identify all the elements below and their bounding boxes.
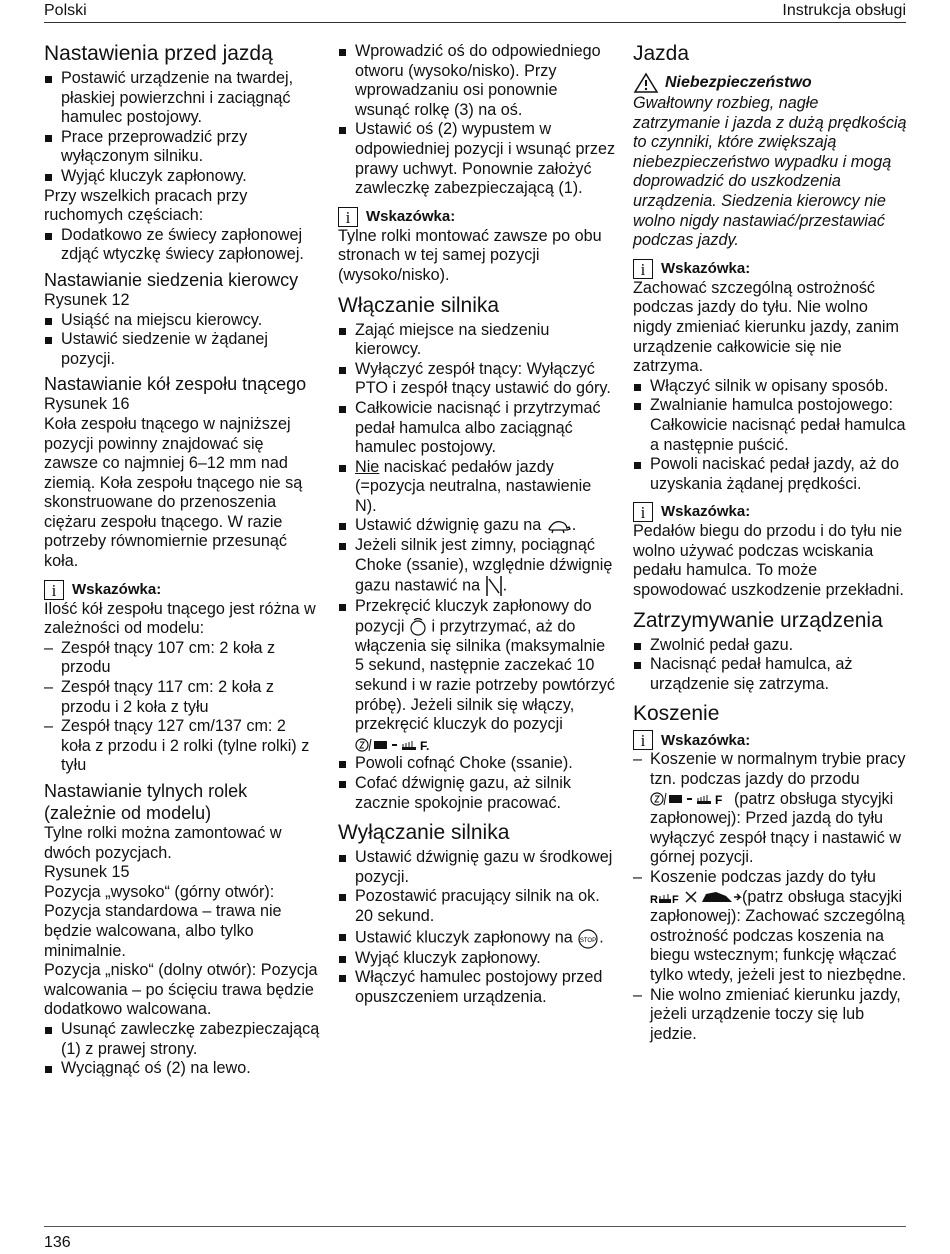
run-mower-icon [355, 737, 439, 753]
note-header [44, 580, 320, 600]
bullet-item: Włączyć hamulec postojowy przed opuszczeniem urządzenia. [338, 968, 616, 1007]
bullet-item: Jeżeli silnik jest zimny, pociągnąć Choke (ssanie), względnie dźwignię gazu nastawić na . [338, 536, 616, 597]
heading-drive: Jazda [633, 42, 690, 65]
bullet-item: Zająć miejsce na siedzeniu kierowcy. [338, 321, 616, 360]
note-label: Wskazówka: [661, 503, 751, 521]
svg-text:F: F [715, 793, 723, 808]
bullet-item: Wyciągnąć oś (2) na lewo. [44, 1059, 320, 1079]
dash-text: Koszenie w normalnym trybie pracy tzn. podczas jazdy do przodu [650, 750, 906, 789]
header-language: Polski [44, 2, 87, 19]
heading-engine-off: Wyłączanie silnika [338, 821, 510, 845]
paragraph: Przy wszelkich pracach przy ruchomych częściach: [44, 186, 248, 225]
dash-item: – Zespół tnący 107 cm: 2 koła z przodu [44, 639, 320, 678]
run-mower-icon [650, 791, 734, 807]
warning-triangle-icon [633, 72, 659, 94]
bullet-text: Przekręcić kluczyk zapłonowy do pozycji [355, 597, 592, 636]
note-label: Wskazówka: [661, 731, 751, 749]
note-header [633, 502, 909, 522]
bullet-item: Wyłączyć zespół tnący: Wyłączyć PTO i zespół tnący ustawić do góry. [338, 360, 616, 399]
header-title: Instrukcja obsługi [782, 2, 906, 19]
dash-item [633, 750, 909, 868]
bullet-text: naciskać pedałów jazdy (=pozycja neutralna, nastawienie N). [355, 457, 592, 515]
bullet-item: Zwalnianie hamulca postojowego: Całkowicie nacisnąć pedał hamulca a następnie puścić. [633, 396, 909, 455]
turtle-slow-icon [546, 517, 572, 535]
bullet-item: Włączyć silnik w opisany sposób. [633, 377, 909, 397]
bullet-item: Całkowicie nacisnąć i przytrzymać pedał hamulca albo zaciągnąć hamulec postojowy. [338, 399, 616, 458]
danger-label: Niebezpieczeństwo [665, 74, 812, 92]
page-number: 136 [44, 1234, 71, 1251]
note-header [633, 259, 909, 279]
bullet-item: Pozostawić pracujący silnik na ok. 20 sekund. [338, 887, 616, 926]
ignition-start-icon [409, 617, 427, 637]
info-icon: i [338, 207, 358, 227]
bullet-text: Ustawić dźwignię gazu na [355, 516, 542, 535]
figure-ref: Rysunek 16 [44, 395, 130, 414]
stop-key-icon [577, 927, 599, 949]
info-icon: i [633, 730, 653, 750]
column-1 [44, 42, 320, 1079]
figure-ref: Rysunek 15 [44, 863, 130, 882]
dash-item: – Zespół tnący 117 cm: 2 koła z przodu i 2 koła z tyłu [44, 678, 320, 717]
paragraph: Koła zespołu tnącego w najniższej pozycji powinny znajdować się zawsze co najmniej 6–12 mm nad ziemią. Koła zespołu tnącego nie są skonstruowane do przenoszenia ciężaru zespołu tnącego. W razie potrzeby równomiernie przesunąć koła. [44, 414, 303, 571]
heading-rolls: Nastawianie tylnych rolek (zależnie od modelu) [44, 781, 248, 823]
bullet-item: Wyjąć kluczyk zapłonowy. [338, 949, 616, 969]
heading-stop: Zatrzymywanie urządzenia [633, 608, 883, 632]
underlined-word: Nie [355, 457, 380, 476]
info-icon: i [633, 259, 653, 279]
bullet-item: Ustawić siedzenie w żądanej pozycji. [44, 330, 320, 369]
note-label: Wskazówka: [661, 259, 751, 277]
danger-text: Gwałtowny rozbieg, nagłe zatrzymanie i jazda z dużą prędkością to czynniki, które zwiększają niebezpieczeństwo wypadku i mogą doprowadzić do uszkodzenia urządzenia. Siedzenia kierowcy nie wolno nigdy nastawiać/przestawiać podczas jazdy. [633, 94, 907, 250]
danger-header [633, 72, 909, 94]
paragraph: Pozycja „nisko“ (dolny otwór): Pozycja walcowania – po ścięciu trawa będzie dodatkowo walcowana. [44, 961, 318, 1019]
reverse-mowing-icon [650, 888, 742, 906]
svg-text:F: F [672, 894, 679, 907]
bullet-item: Cofać dźwignię gazu, aż silnik zacznie spokojnie pracować. [338, 774, 616, 813]
dash-item [633, 868, 909, 986]
bullet-item: Ustawić oś (2) wypustem w odpowiedniej pozycji i wsunąć przez prawy uchwyt. Ponownie założyć zawleczkę zabezpieczającą (1). [338, 120, 616, 198]
bullet-text: i przytrzymać, aż do włączenia się silnika (maksymalnie 5 sekund, następnie zaczekać 10 sekund i w razie potrzeby powtórzyć próbę). Jeżeli silnik się włączy, przekręcić kluczyk do pozycji [355, 617, 616, 734]
note-text: Pedałów biegu do przodu i do tyłu nie wolno używać podczas wciskania pedału hamulca. To może spowodować uszkodzenie przekładni. [633, 522, 904, 600]
note-text: Ilość kół zespołu tnącego jest różna w zależności od modelu: [44, 599, 316, 638]
bullet-item: Ustawić dźwignię gazu na . [338, 516, 616, 536]
footer-rule [44, 1226, 906, 1227]
bullet-item: Powoli cofnąć Choke (ssanie). [338, 754, 616, 774]
bullet-item: Ustawić kluczyk zapłonowy na STOP . [338, 927, 616, 949]
note-label: Wskazówka: [366, 207, 456, 225]
bullet-text: Ustawić kluczyk zapłonowy na [355, 927, 573, 946]
bullet-item: Powoli naciskać pedał jazdy, aż do uzyskania żądanej prędkości. [633, 455, 909, 494]
column-2 [338, 42, 616, 1007]
figure-ref: Rysunek 12 [44, 290, 130, 309]
bullet-item [338, 597, 616, 754]
heading-engine-on: Włączanie silnika [338, 293, 500, 317]
svg-text:R: R [650, 894, 658, 907]
info-icon: i [633, 502, 653, 522]
heading-seat: Nastawianie siedzenia kierowcy [44, 269, 299, 290]
bullet-item: Ustawić dźwignię gazu w środkowej pozycji. [338, 848, 616, 887]
paragraph: Tylne rolki można zamontować w dwóch pozycjach. [44, 824, 282, 862]
dash-item: – Zespół tnący 127 cm/137 cm: 2 koła z przodu i 2 rolki (tylne rolki) z tyłu [44, 717, 320, 776]
column-3 [633, 42, 909, 1044]
dash-item: – Nie wolno zmieniać kierunku jazdy, jeżeli urządzenie toczy się lub jedzie. [633, 986, 909, 1045]
dash-text: Koszenie podczas jazdy do tyłu [650, 868, 876, 886]
bullet-text: Jeżeli silnik jest zimny, pociągnąć Choke (ssanie), względnie dźwignię gazu nastawić na [355, 536, 613, 595]
svg-text:STOP: STOP [580, 937, 597, 944]
note-header [338, 207, 616, 227]
note-header [633, 730, 909, 750]
bullet-item: Usunąć zawleczkę zabezpieczającą (1) z prawej strony. [44, 1020, 320, 1059]
choke-icon [485, 575, 503, 597]
note-text: Tylne rolki montować zawsze po obu stronach w tej samej pozycji (wysoko/nisko). [338, 226, 602, 284]
svg-text:F.: F. [420, 738, 430, 753]
bullet-item: Nacisnąć pedał hamulca, aż urządzenie się zatrzyma. [633, 655, 909, 694]
bullet-item: Usiąść na miejscu kierowcy. [44, 311, 320, 331]
dash-text: (patrz obsługa stacyjki zapłonowej): Zachować szczególną ostrożność podczas koszenia na biegu wstecznym; funkcję włączać tylko wtedy, jeżeli jest to niezbędne. [650, 887, 907, 984]
bullet-item [338, 458, 616, 517]
heading-mowing: Koszenie [633, 702, 720, 726]
info-icon: i [44, 580, 64, 600]
bullet-item: Dodatkowo ze świecy zapłonowej zdjąć wtyczkę świecy zapłonowej. [44, 226, 320, 265]
note-text: Zachować szczególną ostrożność podczas jazdy do tyłu. Nie wolno nigdy zmieniać kierunku jazdy, zanim urządzenie całkowicie się nie zatrzyma. [633, 278, 900, 376]
bullet-item: Wyjąć kluczyk zapłonowy. [44, 167, 320, 187]
paragraph: Pozycja „wysoko“ (górny otwór): Pozycja standardowa – trawa nie będzie walcowana, albo tylko minimalnie. [44, 882, 282, 960]
page-header [44, 0, 906, 23]
heading-nastawienia: Nastawienia przed jazdą [44, 42, 273, 65]
heading-wheels: Nastawianie kół zespołu tnącego [44, 374, 307, 395]
dash-text: (patrz obsługa stycyjki zapłonowej): Przed jazdą do tyłu wyłączyć zespół tnący i nastawić w górnej pozycji. [650, 789, 901, 867]
bullet-item: Zwolnić pedał gazu. [633, 636, 909, 656]
bullet-item: Prace przeprowadzić przy wyłączonym silniku. [44, 128, 320, 167]
bullet-item: Postawić urządzenie na twardej, płaskiej powierzchni i zaciągnąć hamulec postojowy. [44, 69, 320, 128]
note-label: Wskazówka: [72, 580, 162, 598]
bullet-item: Wprowadzić oś do odpowiedniego otworu (wysoko/nisko). Przy wprowadzaniu osi ponownie wsunąć rolkę (3) na oś. [338, 42, 616, 120]
